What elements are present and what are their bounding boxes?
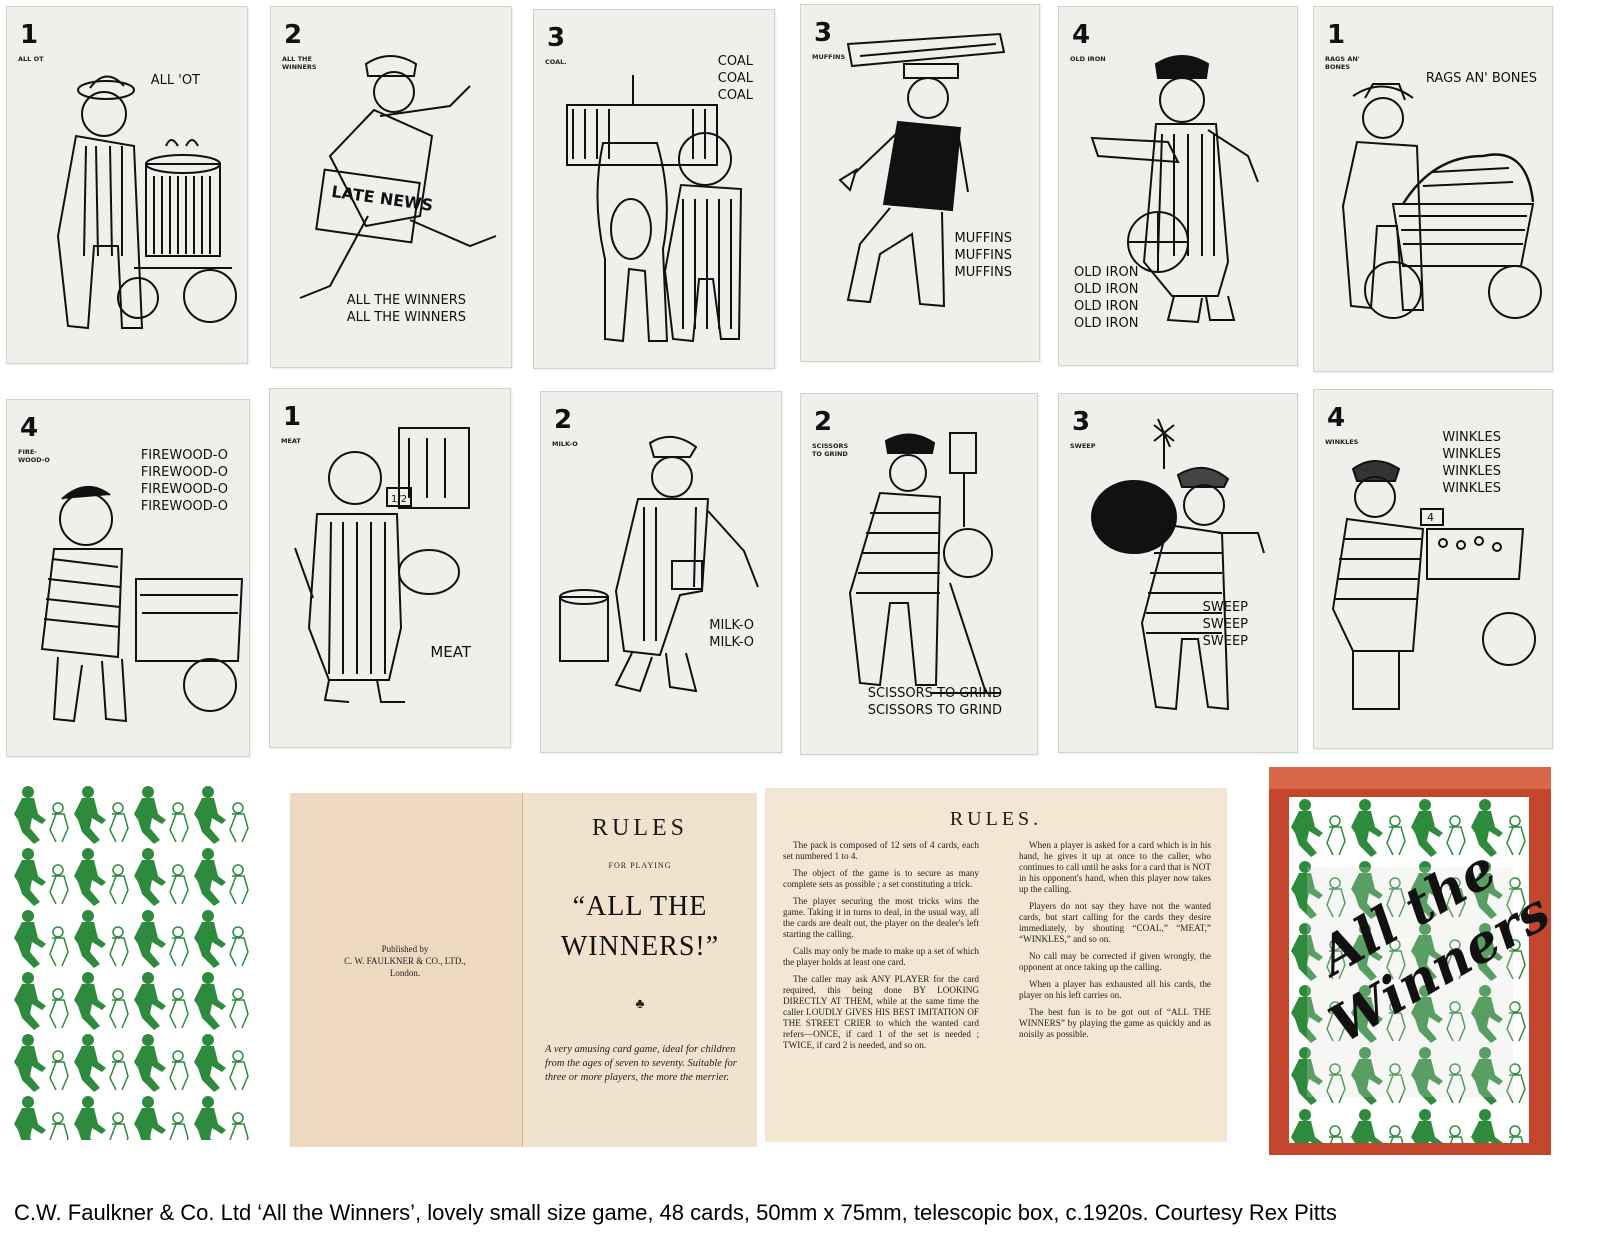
card-set-label: OLD IRON	[1070, 55, 1106, 63]
rules-paragraph: The object of the game is to secure as many complete sets as possible ; a set constituting a trick.	[783, 868, 979, 889]
box-title: All the Winners	[1308, 838, 1561, 1056]
card-set-label: MILK-O	[552, 440, 578, 448]
card-number: 2	[814, 407, 833, 437]
card-call-text: COAL COAL COAL	[717, 54, 753, 103]
rules-page-heading: RULES.	[949, 808, 1043, 830]
card-number: 1	[20, 20, 39, 50]
card-number: 4	[1327, 403, 1346, 433]
card-old-iron	[1058, 6, 1298, 366]
firewood-boy-illustration	[6, 399, 250, 757]
rules-paragraph: Calls may only be made to make up a set of which the player holds at least one card.	[783, 946, 979, 967]
card-call-text: WINKLES WINKLES WINKLES WINKLES	[1442, 430, 1501, 496]
game-box	[1269, 767, 1561, 1155]
card-number: 2	[554, 405, 573, 435]
card-number: 2	[284, 20, 303, 50]
image-caption: C.W. Faulkner & Co. Ltd ‘All the Winners’, lovely small size game, 48 cards, 50mm x 75mm, telescopic box, c.1920s. Courtesy Rex Pitts	[14, 1200, 1337, 1225]
card-set-label: SCISSORS TO GRIND	[812, 442, 849, 458]
card-firewood	[6, 399, 250, 757]
card-call-text: RAGS AN' BONES	[1425, 71, 1537, 86]
rules-left-column	[783, 840, 979, 1057]
card-set-label: ALL THE WINNERS	[282, 55, 317, 71]
card-back-pattern	[12, 784, 252, 1140]
card-rag-and-bone	[1313, 6, 1553, 372]
rules-heading: RULES	[591, 815, 688, 841]
rules-paragraph: When a player is asked for a card which is in his hand, he gives it up at once to the caller, who continues to call until he asks for a card that is NOT in his opponent's hand, when this player now takes up the calling.	[1019, 840, 1211, 894]
card-call-text: ALL THE WINNERS ALL THE WINNERS	[346, 293, 466, 325]
card-number: 3	[814, 18, 833, 48]
card-newspaper-boy	[270, 6, 512, 368]
club-ornament-icon: ♣	[635, 995, 645, 1011]
card-winkles	[1313, 389, 1553, 749]
price-tag: 4	[1427, 511, 1434, 524]
card-call-text: ALL 'OT	[150, 73, 200, 88]
rag-and-bone-man-illustration	[1313, 6, 1553, 372]
newspaper-headline: LATE NEWS	[330, 181, 435, 215]
rules-paragraph: The best fun is to be got out of “ALL THE WINNERS” by playing the game as quickly and as noisily as possible.	[1019, 1007, 1211, 1039]
publisher-imprint: Published by C. W. FAULKNER & CO., LTD., London.	[344, 944, 466, 978]
price-sign: 1/2	[391, 494, 408, 505]
leaflet-back-panel	[290, 793, 522, 1147]
box-lid-edge	[1269, 767, 1551, 789]
rules-paragraph: When a player has exhausted all his cards, the player on his left carries on.	[1019, 979, 1211, 1000]
knife-grinder-illustration	[800, 393, 1038, 755]
card-set-label: MEAT	[281, 437, 301, 445]
card-set-label: RAGS AN' BONES	[1325, 55, 1360, 71]
card-call-text: SWEEP SWEEP SWEEP	[1202, 600, 1248, 649]
rules-right-column	[1019, 840, 1211, 1046]
game-title: “ALL THE WINNERS!”	[560, 891, 720, 962]
card-set-label: WINKLES	[1325, 438, 1359, 446]
card-set-label: ALL OT	[18, 55, 44, 63]
card-milkman	[540, 391, 782, 753]
hot-potato-seller-illustration	[6, 6, 248, 364]
leaflet-front-panel	[523, 793, 757, 1147]
old-iron-man-illustration	[1058, 6, 1298, 366]
rules-paragraph: Players do not say they have not the wanted cards, but start calling for the cards they desire immediately, by shouting “COAL,” “MEAT,” “WINKLES,” and so on.	[1019, 901, 1211, 944]
card-set-label: MUFFINS	[812, 53, 846, 61]
rules-leaflet-cover	[290, 793, 757, 1147]
butcher-illustration	[269, 388, 511, 748]
game-blurb: A very amusing card game, ideal for children from the ages of seven to seventy. Suitable for three or more players, the more the merrier.	[545, 1044, 737, 1083]
rules-paragraph: The pack is composed of 12 sets of 4 cards, each set numbered 1 to 4.	[783, 840, 979, 861]
for-playing-label: FOR PLAYING	[608, 861, 672, 870]
card-hot-potato	[6, 6, 248, 364]
card-call-text: MUFFINS MUFFINS MUFFINS	[954, 231, 1012, 280]
card-set-label: FIRE-WOOD-O	[18, 448, 50, 464]
card-set-label: SWEEP	[1070, 442, 1096, 450]
card-number: 1	[283, 402, 302, 432]
rules-paragraph: No call may be corrected if given wrongly, the opponent at once taking up the calling.	[1019, 951, 1211, 972]
card-muffin-man	[800, 4, 1040, 362]
rules-leaflet-inside	[765, 788, 1227, 1142]
card-knife-grinder	[800, 393, 1038, 755]
card-back	[12, 784, 252, 1140]
card-butcher	[269, 388, 511, 748]
card-number: 3	[1072, 407, 1091, 437]
card-call-text: SCISSORS TO GRIND SCISSORS TO GRIND	[867, 686, 1002, 718]
rules-paragraph: The caller may ask ANY PLAYER for the card required, this being done BY LOOKING DIRECTLY AT THEM, while at the same time the caller LOUDLY GIVES HIS BEST IMITATION OF THE STREET CRIER to which the wanted card refers—ONCE, if card 1 of the set is needed ; TWICE, if card 2 is needed, and so on.	[783, 974, 979, 1050]
card-call-text: OLD IRON OLD IRON OLD IRON OLD IRON	[1074, 265, 1139, 331]
coal-man-horse-illustration	[533, 9, 775, 369]
card-number: 1	[1327, 20, 1346, 50]
card-call-text: MEAT	[430, 643, 471, 661]
milkman-illustration	[540, 391, 782, 753]
chimney-sweep-illustration	[1058, 393, 1298, 753]
muffin-man-illustration	[800, 4, 1040, 362]
winkle-seller-illustration	[1313, 389, 1553, 749]
card-number: 4	[20, 413, 39, 443]
newspaper-boy-illustration	[270, 6, 512, 368]
card-number: 4	[1072, 20, 1091, 50]
card-chimney-sweep	[1058, 393, 1298, 753]
card-call-text: FIREWOOD-O FIREWOOD-O FIREWOOD-O FIREWOOD-O	[140, 448, 228, 514]
card-call-text: MILK-O MILK-O	[709, 618, 754, 650]
rules-paragraph: The player securing the most tricks wins the game. Taking it in turns to deal, in the usual way, all the cards are dealt out, the player on the dealer's left starting the calling.	[783, 896, 979, 939]
card-coal-man	[533, 9, 775, 369]
card-number: 3	[547, 23, 566, 53]
card-set-label: COAL.	[545, 58, 567, 66]
